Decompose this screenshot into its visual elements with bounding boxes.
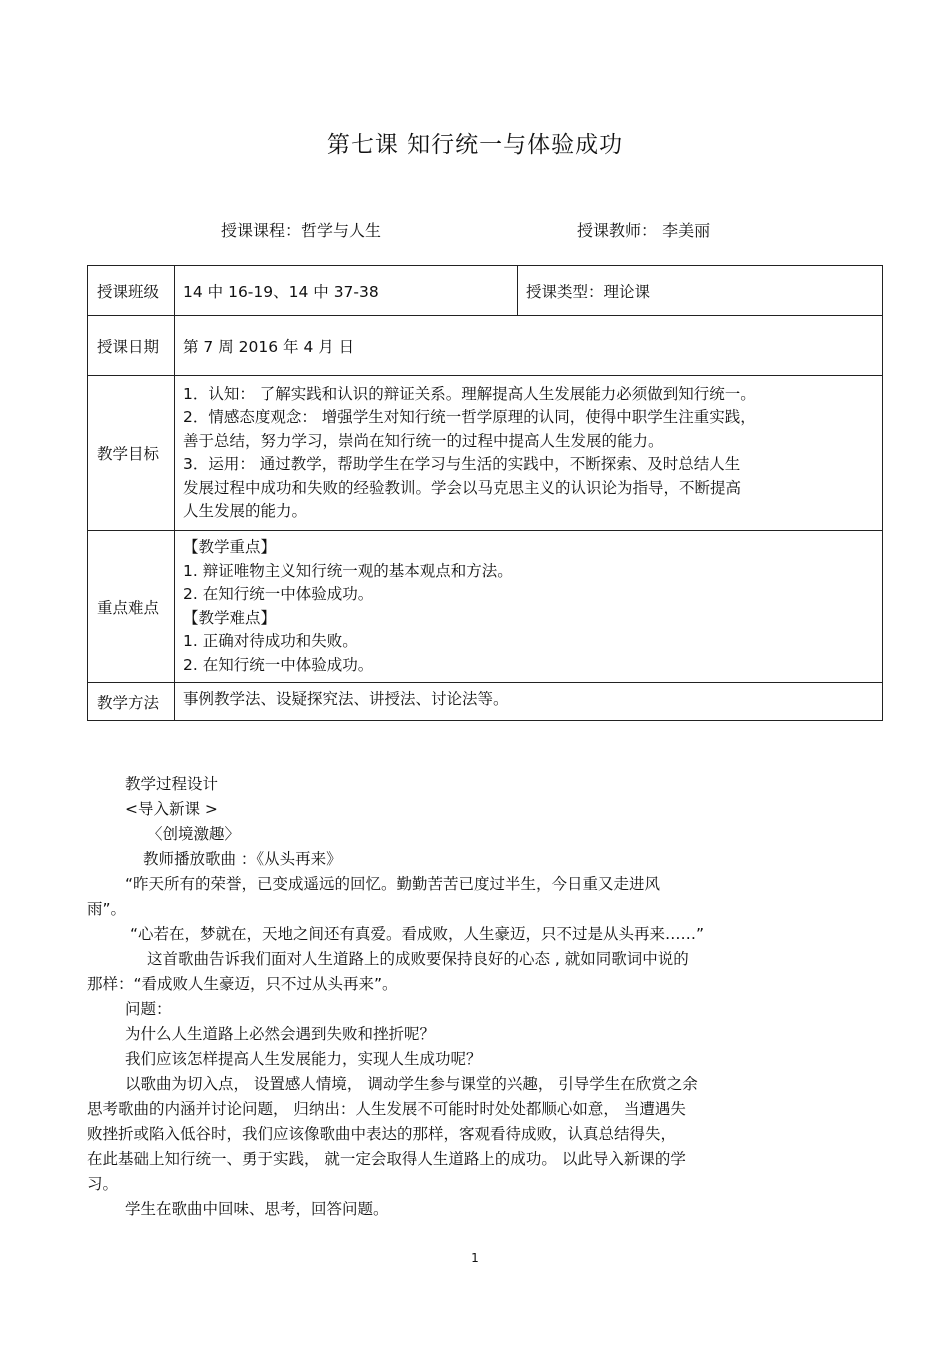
goal-line: 发展过程中成功和失败的经验教训。学会以马克思主义的认识论为指导，不断提高 — [183, 478, 742, 497]
method-label: 教学方法 — [88, 683, 175, 721]
body-line: <导入新课 > — [125, 800, 218, 818]
body-line: 我们应该怎样提高人生发展能力，实现人生成功呢？ — [125, 1050, 482, 1068]
table-row-goals — [88, 376, 883, 531]
lesson-info-table — [87, 265, 883, 721]
body-line: 习。 — [87, 1175, 119, 1193]
page-number: 1 — [471, 1251, 479, 1265]
table-row-method — [88, 683, 883, 721]
key-label: 重点难点 — [88, 531, 175, 683]
class-value: 14 中 16-19、14 中 37-38 — [175, 266, 518, 316]
table-row-keypoints — [88, 531, 883, 683]
course-field: 授课课程：哲学与人生 — [221, 221, 382, 240]
class-label: 授课班级 — [88, 266, 175, 316]
key-line: 【教学难点】 — [183, 608, 277, 627]
body-line: “心若在，梦就在，天地之间还有真爱。看成败，人生豪迈，只不过是从头再来……” — [130, 925, 705, 943]
key-line: 1. 辩证唯物主义知行统一观的基本观点和方法。 — [183, 561, 513, 580]
date-value: 第 7 周 2016 年 4 月 日 — [175, 316, 883, 376]
key-line: 【教学重点】 — [183, 538, 277, 556]
section-heading: 教学过程设计 — [125, 775, 219, 793]
page-title: 第七课 知行统一与体验成功 — [326, 132, 624, 158]
goal-line: 善于总结，努力学习，崇尚在知行统一的过程中提高人生发展的能力。 — [183, 431, 664, 450]
table-row-date — [88, 316, 883, 376]
body-line: 这首歌曲告诉我们面对人生道路上的成败要保持良好的心态 , 就如同歌词中说的 — [147, 950, 689, 968]
goal-line: 1．认知： 了解实践和认识的辩证关系。理解提高人生发展能力必须做到知行统一。 — [183, 384, 756, 403]
key-line: 2. 在知行统一中体验成功。 — [183, 655, 374, 674]
goal-label: 教学目标 — [88, 376, 175, 531]
table-row-class — [88, 266, 883, 316]
goal-line: 2．情感态度观念： 增强学生对知行统一哲学原理的认同，使得中职学生注重实践， — [183, 408, 756, 426]
body-line: 那样：“看成败人生豪迈，只不过从头再来”。 — [87, 975, 398, 993]
date-label: 授课日期 — [88, 316, 175, 376]
body-line: 为什么人生道路上必然会遇到失败和挫折呢？ — [125, 1025, 436, 1043]
type-value: 授课类型：理论课 — [518, 266, 883, 316]
body-line: “昨天所有的荣誉，已变成遥远的回忆。勤勤苦苦已度过半生，今日重又走进风 — [125, 875, 661, 893]
key-content — [175, 531, 883, 683]
teacher-field: 授课教师： 李美丽 — [577, 221, 711, 240]
body-line: 问题： — [125, 1000, 172, 1018]
key-line: 2. 在知行统一中体验成功。 — [183, 585, 374, 603]
body-line: 教师播放歌曲 ：《从头再来》 — [143, 850, 342, 868]
goal-content — [175, 376, 883, 531]
body-line: 在此基础上知行统一、勇于实践， 就一定会取得人生道路上的成功。 以此导入新课的学 — [87, 1150, 686, 1168]
body-line: 思考歌曲的内涵并讨论问题， 归纳出：人生发展不可能时时处处都顺心如意， 当遭遇失 — [87, 1100, 686, 1118]
body-line: 雨”。 — [87, 900, 127, 918]
body-line: 以歌曲为切入点， 设置感人情境， 调动学生参与课堂的兴趣， 引导学生在欣赏之余 — [125, 1075, 698, 1093]
method-value: 事例教学法、设疑探究法、讲授法、讨论法等。 — [175, 683, 883, 721]
goal-line: 3．运用： 通过教学，帮助学生在学习与生活的实践中，不断探索、及时总结人生 — [183, 455, 741, 473]
goal-line: 人生发展的能力。 — [183, 502, 308, 520]
body-line: 〈创境激趣〉 — [147, 825, 241, 843]
body-line: 学生在歌曲中回味、思考，回答问题。 — [125, 1200, 389, 1218]
key-line: 1. 正确对待成功和失败。 — [183, 632, 358, 650]
body-line: 败挫折或陷入低谷时，我们应该像歌曲中表达的那样，客观看待成败，认真总结得失， — [87, 1125, 677, 1143]
